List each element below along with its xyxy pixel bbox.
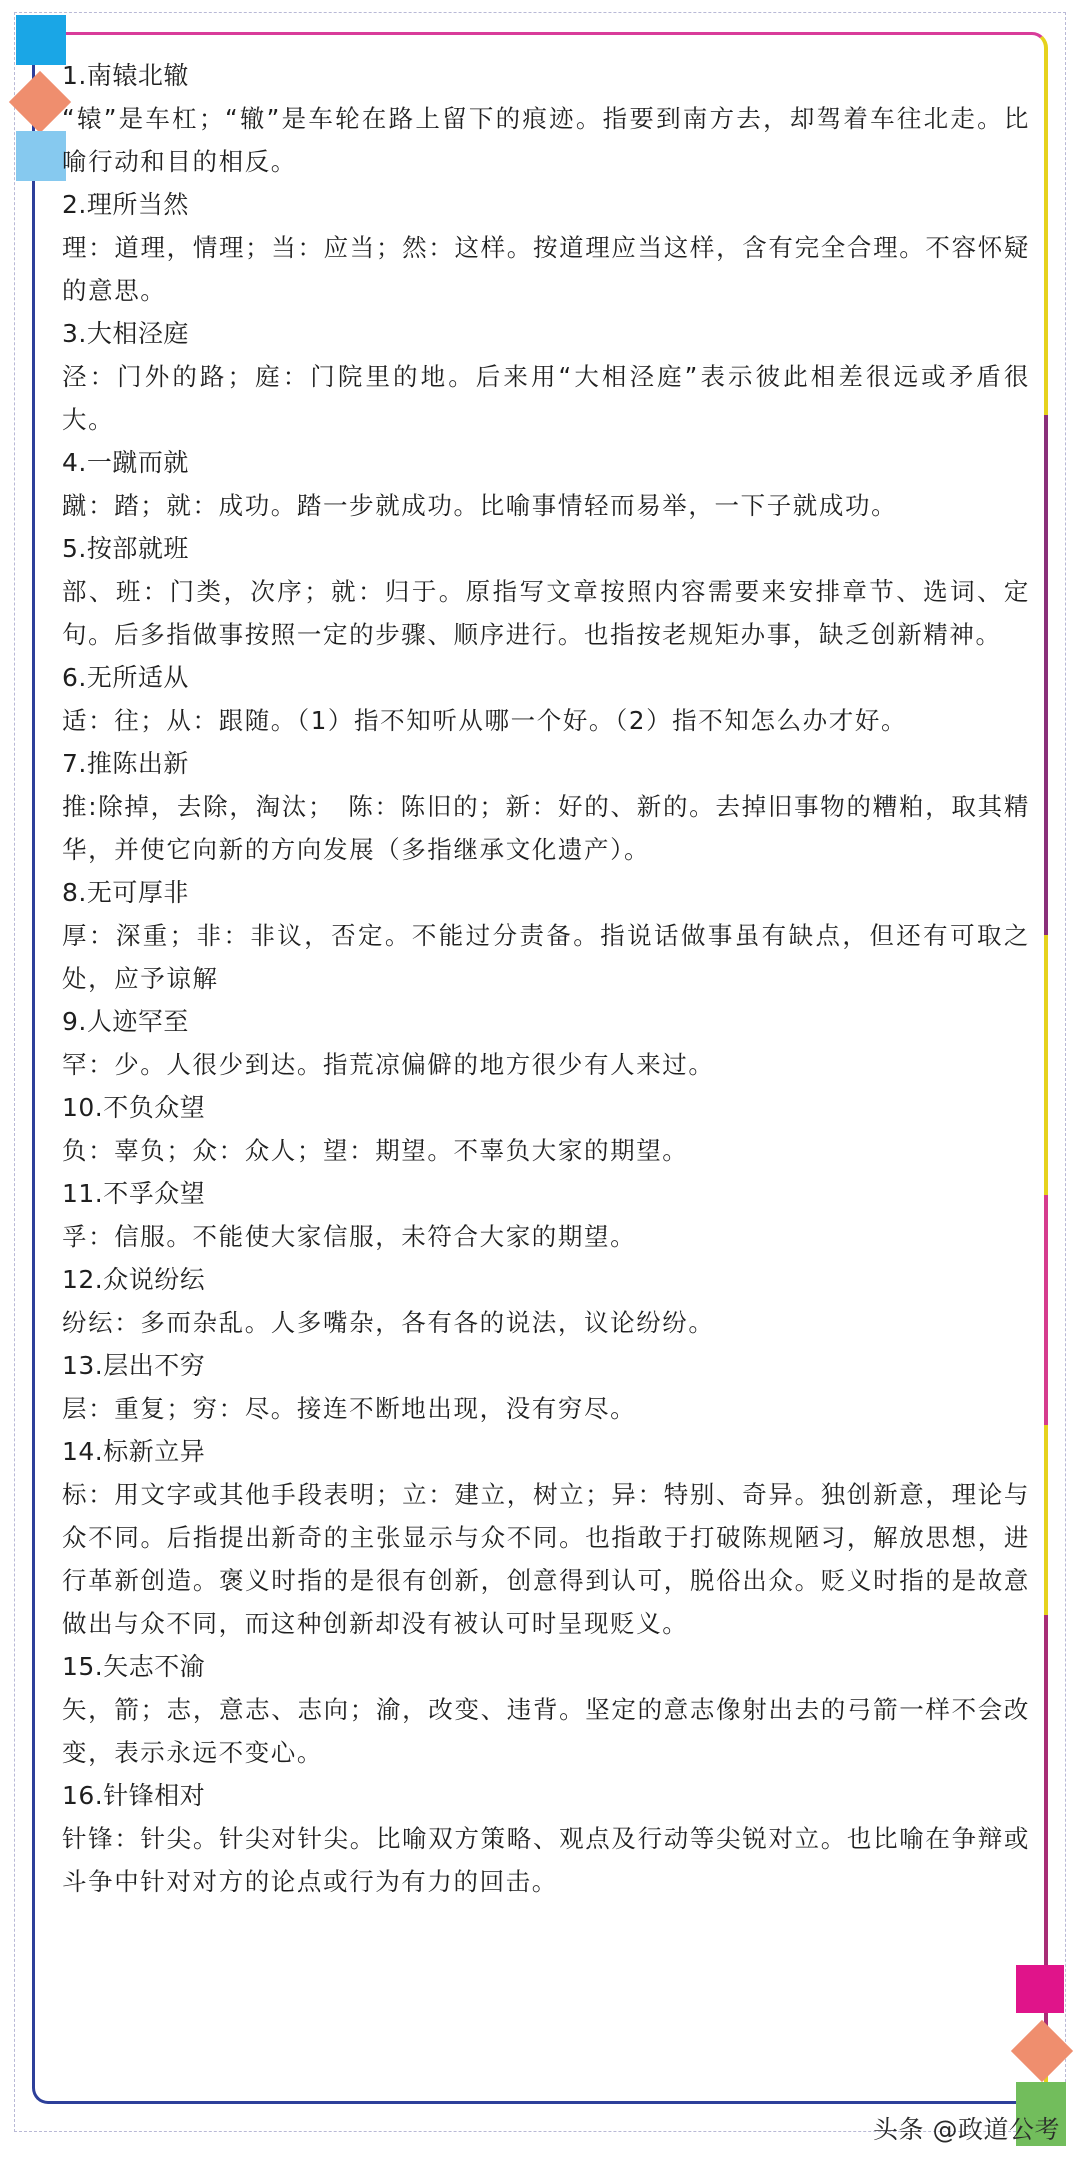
idiom-explanation: 矢，箭；志，意志、志向；渝，改变、违背。坚定的意志像射出去的弓箭一样不会改变，表示永远不变心。 <box>62 1695 1030 1767</box>
idiom-title: 16.针锋相对 <box>62 1781 206 1810</box>
idiom-entry <box>62 1258 1030 1344</box>
idiom-explanation: 罕：少。人很少到达。指荒凉偏僻的地方很少有人来过。 <box>62 1050 715 1079</box>
idiom-explanation: 推:除掉，去除，淘汰； 陈：陈旧的；新：好的、新的。去掉旧事物的糟粕，取其精华，并使它向新的方向发展（多指继承文化遗产）。 <box>62 792 1030 864</box>
frame-right-accent-pink <box>1044 1195 1048 1425</box>
idiom-explanation: 负：辜负；众：众人；望：期望。不辜负大家的期望。 <box>62 1136 689 1165</box>
idiom-explanation: 泾：门外的路；庭：门院里的地。后来用“大相泾庭”表示彼此相差很远或矛盾很大。 <box>62 362 1030 434</box>
idiom-explanation: 层：重复；穷：尽。接连不断地出现，没有穷尽。 <box>62 1394 637 1423</box>
idiom-title: 14.标新立异 <box>62 1437 206 1466</box>
idiom-entry <box>62 1774 1030 1903</box>
idiom-entry <box>62 1172 1030 1258</box>
idiom-explanation: 蹴：踏；就：成功。踏一步就成功。比喻事情轻而易举，一下子就成功。 <box>62 491 898 520</box>
idiom-explanation: 部、班：门类，次序；就：归于。原指写文章按照内容需要来安排章节、选词、定句。后多指做事按照一定的步骤、顺序进行。也指按老规矩办事，缺乏创新精神。 <box>62 577 1030 649</box>
idiom-title: 2.理所当然 <box>62 190 189 219</box>
idiom-explanation: 厚：深重；非：非议，否定。不能过分责备。指说话做事虽有缺点，但还有可取之处，应予谅解 <box>62 921 1030 993</box>
idiom-title: 8.无可厚非 <box>62 878 189 907</box>
idiom-entry <box>62 1344 1030 1430</box>
idiom-title: 12.众说纷纭 <box>62 1265 206 1294</box>
idiom-entry <box>62 656 1030 742</box>
idiom-explanation: 针锋：针尖。针尖对针尖。比喻双方策略、观点及行动等尖锐对立。也比喻在争辩或斗争中针对对方的论点或行为有力的回击。 <box>62 1824 1030 1896</box>
idiom-entry <box>62 871 1030 1000</box>
idiom-entry <box>62 1645 1030 1774</box>
idiom-title: 3.大相泾庭 <box>62 319 189 348</box>
idiom-title: 6.无所适从 <box>62 663 189 692</box>
idiom-title: 10.不负众望 <box>62 1093 206 1122</box>
idiom-title: 7.推陈出新 <box>62 749 189 778</box>
idiom-entry <box>62 312 1030 441</box>
idiom-entry <box>62 441 1030 527</box>
idiom-title: 13.层出不穷 <box>62 1351 206 1380</box>
idiom-title: 11.不孚众望 <box>62 1179 206 1208</box>
blue-square-icon <box>16 15 66 65</box>
idiom-explanation: 适：往；从：跟随。（1）指不知听从哪一个好。（2）指不知怎么办才好。 <box>62 706 908 735</box>
idiom-entry <box>62 183 1030 312</box>
idiom-list <box>62 54 1030 1903</box>
idiom-title: 1.南辕北辙 <box>62 61 189 90</box>
idiom-title: 5.按部就班 <box>62 534 189 563</box>
idiom-entry <box>62 742 1030 871</box>
idiom-explanation: 孚：信服。不能使大家信服，未符合大家的期望。 <box>62 1222 637 1251</box>
idiom-explanation: 纷纭：多而杂乱。人多嘴杂，各有各的说法，议论纷纷。 <box>62 1308 715 1337</box>
idiom-title: 15.矢志不渝 <box>62 1652 206 1681</box>
frame-right-accent-purple <box>1044 415 1048 935</box>
idiom-entry <box>62 527 1030 656</box>
idiom-title: 9.人迹罕至 <box>62 1007 189 1036</box>
idiom-explanation: “辕”是车杠；“辙”是车轮在路上留下的痕迹。指要到南方去，却驾着车往北走。比喻行动和目的相反。 <box>62 104 1030 176</box>
magenta-square-icon <box>1016 1965 1064 2013</box>
idiom-entry <box>62 1000 1030 1086</box>
light-blue-square-icon <box>16 131 66 181</box>
source-watermark: 头条 @政道公考 <box>873 2115 1060 2144</box>
idiom-explanation: 标：用文字或其他手段表明；立：建立，树立；异：特别、奇异。独创新意，理论与众不同。后指提出新奇的主张显示与众不同。也指敢于打破陈规陋习，解放思想，进行革新创造。褒义时指的是很有创新，创意得到认可，脱俗出众。贬义时指的是故意做出与众不同，而这种创新却没有被认可时呈现贬义。 <box>62 1480 1030 1638</box>
idiom-explanation: 理：道理，情理；当：应当；然：这样。按道理应当这样，含有完全合理。不容怀疑的意思。 <box>62 233 1030 305</box>
idiom-entry <box>62 1430 1030 1645</box>
idiom-title: 4.一蹴而就 <box>62 448 189 477</box>
idiom-entry <box>62 1086 1030 1172</box>
idiom-entry <box>62 54 1030 183</box>
